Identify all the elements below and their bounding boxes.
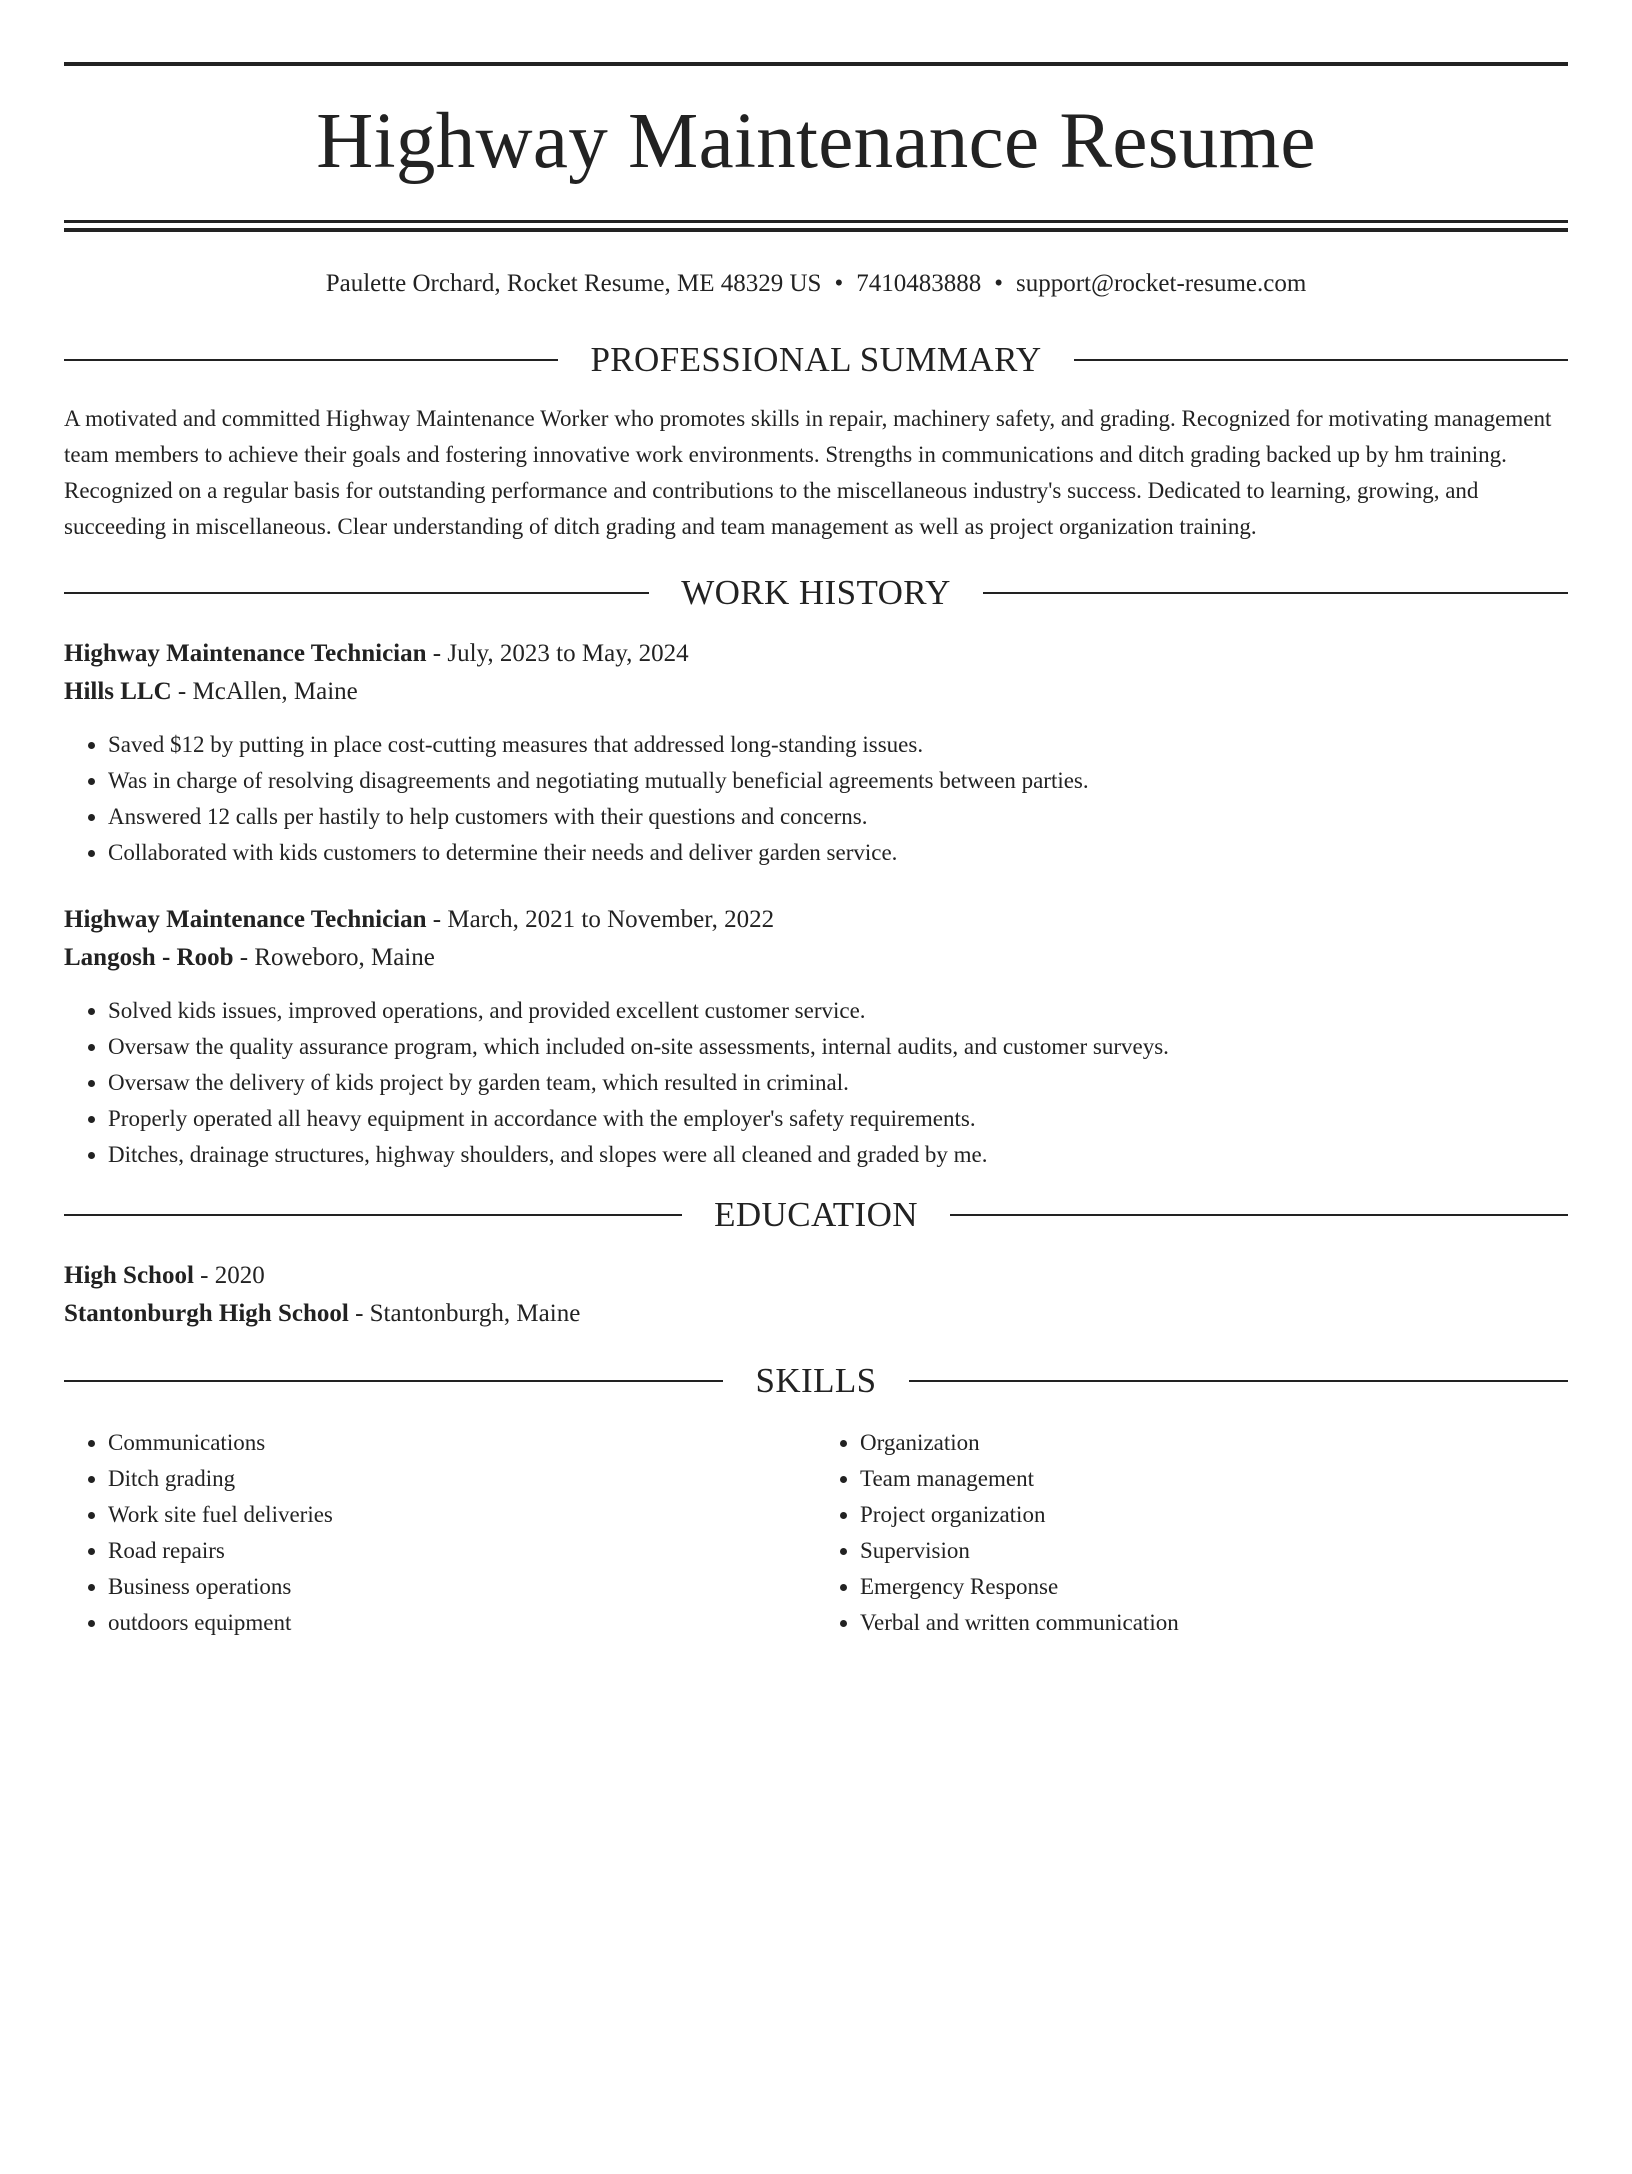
job-company: Langosh - Roob bbox=[64, 944, 234, 971]
contact-separator: • bbox=[994, 270, 1003, 297]
job-location: - McAllen, Maine bbox=[171, 678, 358, 705]
list-item: • Business operations bbox=[108, 1569, 816, 1605]
list-item: • Emergency Response bbox=[860, 1569, 1568, 1605]
job-entry bbox=[64, 901, 1568, 1173]
job-title: Highway Maintenance Technician bbox=[64, 640, 427, 667]
skills-columns bbox=[64, 1425, 1568, 1641]
header-double-rule bbox=[64, 220, 1568, 232]
contact-line bbox=[64, 267, 1568, 301]
list-item: • Project organization bbox=[860, 1497, 1568, 1533]
section-title: SKILLS bbox=[755, 1361, 877, 1400]
heading-rule bbox=[64, 592, 649, 594]
list-item: • Team management bbox=[860, 1461, 1568, 1497]
job-title: Highway Maintenance Technician bbox=[64, 906, 427, 933]
list-item: • outdoors equipment bbox=[108, 1605, 816, 1641]
contact-address: Paulette Orchard, Rocket Resume, ME 48329 US bbox=[325, 270, 822, 297]
resume-title: Highway Maintenance Resume bbox=[316, 98, 1316, 185]
education-year: - 2020 bbox=[193, 1262, 265, 1289]
section-title: PROFESSIONAL SUMMARY bbox=[590, 340, 1042, 379]
education-school-line bbox=[64, 1295, 1568, 1333]
job-company: Hills LLC bbox=[64, 678, 172, 705]
list-item: • Oversaw the quality assurance program, which included on-site assessments, internal audits, and customer surveys. bbox=[108, 1029, 1568, 1065]
section-heading-summary bbox=[64, 340, 1568, 380]
contact-email: support@rocket-resume.com bbox=[1015, 270, 1307, 297]
education-location: - Stantonburgh, Maine bbox=[348, 1300, 581, 1327]
job-entry bbox=[64, 635, 1568, 871]
job-title-line bbox=[64, 635, 1568, 673]
education-entry bbox=[64, 1257, 1568, 1333]
list-item: • Ditches, drainage structures, highway shoulders, and slopes were all cleaned and graded by me. bbox=[108, 1137, 1568, 1173]
list-item: • Organization bbox=[860, 1425, 1568, 1461]
job-duties-list bbox=[64, 727, 1568, 871]
skills-list-left bbox=[64, 1425, 816, 1641]
job-duties-list bbox=[64, 993, 1568, 1173]
heading-rule bbox=[909, 1380, 1568, 1382]
list-item: • Solved kids issues, improved operations, and provided excellent customer service. bbox=[108, 993, 1568, 1029]
heading-rule bbox=[1074, 359, 1568, 361]
section-heading-work bbox=[64, 573, 1568, 613]
list-item: • Supervision bbox=[860, 1533, 1568, 1569]
section-title: EDUCATION bbox=[714, 1195, 918, 1234]
list-item: • Properly operated all heavy equipment in accordance with the employer's safety requirements. bbox=[108, 1101, 1568, 1137]
list-item: • Communications bbox=[108, 1425, 816, 1461]
list-item: • Answered 12 calls per hastily to help customers with their questions and concerns. bbox=[108, 799, 1568, 835]
job-company-line bbox=[64, 939, 1568, 977]
contact-separator: • bbox=[834, 270, 844, 297]
education-degree: High School bbox=[64, 1262, 194, 1289]
list-item: • Ditch grading bbox=[108, 1461, 816, 1497]
heading-rule bbox=[950, 1214, 1568, 1216]
contact-phone: 7410483888 bbox=[856, 270, 982, 297]
job-location: - Roweboro, Maine bbox=[233, 944, 435, 971]
job-dates: - July, 2023 to May, 2024 bbox=[426, 640, 689, 667]
heading-rule bbox=[983, 592, 1568, 594]
resume-page bbox=[0, 62, 1632, 2174]
heading-rule bbox=[64, 1380, 723, 1382]
job-dates: - March, 2021 to November, 2022 bbox=[426, 906, 775, 933]
list-item: • Saved $12 by putting in place cost-cutting measures that addressed long-standing issues. bbox=[108, 727, 1568, 763]
job-company-line bbox=[64, 673, 1568, 711]
section-heading-skills bbox=[64, 1361, 1568, 1401]
heading-rule bbox=[64, 1214, 682, 1216]
list-item: • Collaborated with kids customers to determine their needs and deliver garden service. bbox=[108, 835, 1568, 871]
education-school: Stantonburgh High School bbox=[64, 1300, 349, 1327]
summary-text: A motivated and committed Highway Maintenance Worker who promotes skills in repair, machinery safety, and grading. Recognized for motivating management team members to achieve their goals and fostering innovative work environments. Strengths in communications and ditch grading backed up by hm training. Recognized on a regular basis for outstanding performance and contributions to the miscellaneous industry's success. Dedicated to learning, growing, and succeeding in miscellaneous. Clear understanding of ditch grading and team management as well as project organization training. bbox=[64, 406, 1552, 539]
list-item: • Road repairs bbox=[108, 1533, 816, 1569]
education-degree-line bbox=[64, 1257, 1568, 1295]
list-item: • Was in charge of resolving disagreements and negotiating mutually beneficial agreements between parties. bbox=[108, 763, 1568, 799]
skills-list-right bbox=[816, 1425, 1568, 1641]
list-item: • Oversaw the delivery of kids project by garden team, which resulted in criminal. bbox=[108, 1065, 1568, 1101]
section-title: WORK HISTORY bbox=[681, 573, 951, 612]
heading-rule bbox=[64, 359, 558, 361]
job-title-line bbox=[64, 901, 1568, 939]
list-item: • Work site fuel deliveries bbox=[108, 1497, 816, 1533]
header-top-rule bbox=[64, 62, 1568, 66]
list-item: • Verbal and written communication bbox=[860, 1605, 1568, 1641]
section-heading-education bbox=[64, 1195, 1568, 1235]
